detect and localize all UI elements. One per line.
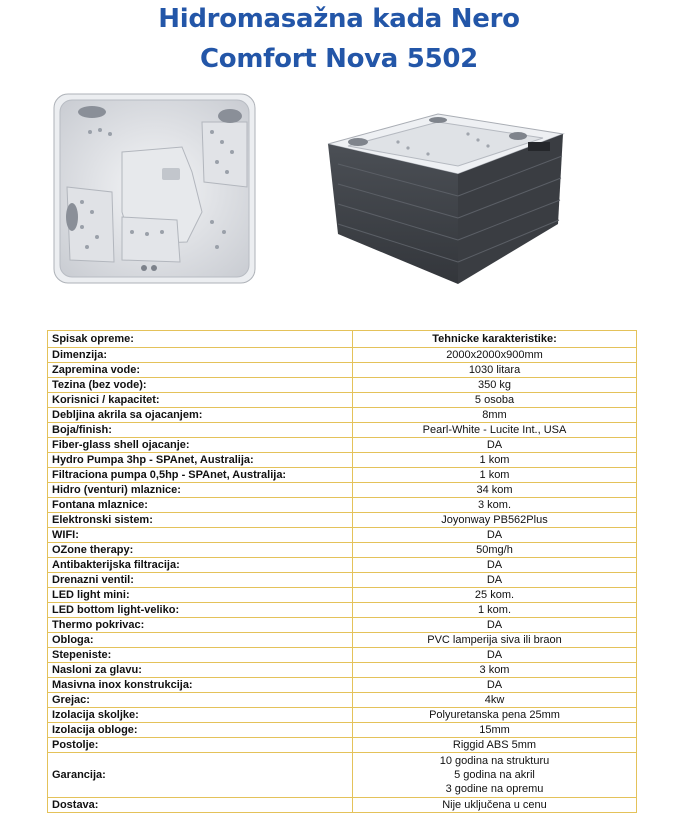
- spec-value: 5 osoba: [353, 393, 637, 408]
- spec-label: Hidro (venturi) mlaznice:: [48, 483, 353, 498]
- page-title-line-2: Comfort Nova 5502: [200, 44, 478, 74]
- spec-label: Stepeniste:: [48, 648, 353, 663]
- spec-value: Pearl-White - Lucite Int., USA: [353, 423, 637, 438]
- spec-label: LED light mini:: [48, 588, 353, 603]
- table-row: [48, 363, 637, 378]
- spec-value: 2000x2000x900mm: [353, 348, 637, 363]
- table-row: [48, 453, 637, 468]
- spec-value: 3 kom: [353, 663, 637, 678]
- spec-value: 1 kom.: [353, 603, 637, 618]
- spec-label: WIFI:: [48, 528, 353, 543]
- table-row: [48, 678, 637, 693]
- spec-label: Boja/finish:: [48, 423, 353, 438]
- table-row: [48, 528, 637, 543]
- spec-label: Fontana mlaznice:: [48, 498, 353, 513]
- spec-value: DA: [353, 648, 637, 663]
- spec-value: 4kw: [353, 693, 637, 708]
- spec-value: DA: [353, 528, 637, 543]
- delivery-value: Nije uključena u cenu: [353, 798, 637, 813]
- spec-value: Riggid ABS 5mm: [353, 738, 637, 753]
- spec-label: Thermo pokrivac:: [48, 618, 353, 633]
- page-title-line-1: Hidromasažna kada Nero: [158, 4, 520, 34]
- spec-value: 1 kom: [353, 468, 637, 483]
- spec-label: Izolacija skoljke:: [48, 708, 353, 723]
- spec-label: Fiber-glass shell ojacanje:: [48, 438, 353, 453]
- warranty-line: 3 godine na opremu: [445, 783, 544, 795]
- table-row: [48, 738, 637, 753]
- delivery-label: Dostava:: [48, 798, 353, 813]
- warranty-label: Garancija:: [48, 753, 353, 798]
- table-row: [48, 393, 637, 408]
- spec-value: 350 kg: [353, 378, 637, 393]
- spec-label: Antibakterijska filtracija:: [48, 558, 353, 573]
- table-row: [48, 603, 637, 618]
- warranty-line: 10 godina na strukturu: [439, 755, 550, 767]
- spec-label: LED bottom light-veliko:: [48, 603, 353, 618]
- hot-tub-angled-view-photo: [318, 104, 572, 286]
- table-row: [48, 408, 637, 423]
- spec-label: Masivna inox konstrukcija:: [48, 678, 353, 693]
- table-row: [48, 723, 637, 738]
- spec-value: DA: [353, 558, 637, 573]
- hot-tub-top-view-photo: [52, 92, 257, 285]
- table-row: [48, 618, 637, 633]
- specifications-table: [47, 330, 637, 813]
- table-row: [48, 498, 637, 513]
- table-row: [48, 513, 637, 528]
- table-row: [48, 708, 637, 723]
- spec-value: 15mm: [353, 723, 637, 738]
- table-row: [48, 558, 637, 573]
- spec-value: 1030 litara: [353, 363, 637, 378]
- spec-label: Elektronski sistem:: [48, 513, 353, 528]
- table-row: [48, 588, 637, 603]
- table-row: [48, 483, 637, 498]
- spec-value: Polyuretanska pena 25mm: [353, 708, 637, 723]
- header-equipment-list: Spisak opreme:: [48, 331, 353, 348]
- spec-label: Grejac:: [48, 693, 353, 708]
- table-row-delivery: [48, 798, 637, 813]
- spec-label: Filtraciona pumpa 0,5hp - SPAnet, Australija:: [48, 468, 353, 483]
- spec-label: Postolje:: [48, 738, 353, 753]
- table-row: [48, 663, 637, 678]
- table-row-warranty: [48, 753, 637, 798]
- spec-label: Tezina (bez vode):: [48, 378, 353, 393]
- warranty-value: [353, 753, 637, 798]
- spec-value: 25 kom.: [353, 588, 637, 603]
- table-row: [48, 348, 637, 363]
- table-row: [48, 573, 637, 588]
- spec-label: Hydro Pumpa 3hp - SPAnet, Australija:: [48, 453, 353, 468]
- table-row: [48, 633, 637, 648]
- table-row: [48, 648, 637, 663]
- spec-value: 8mm: [353, 408, 637, 423]
- table-header-row: [48, 331, 637, 348]
- table-row: [48, 468, 637, 483]
- table-row: [48, 378, 637, 393]
- spec-value: PVC lamperija siva ili braon: [353, 633, 637, 648]
- spec-value: DA: [353, 618, 637, 633]
- spec-label: Debljina akrila sa ojacanjem:: [48, 408, 353, 423]
- spec-value: DA: [353, 573, 637, 588]
- warranty-line: 5 godina na akril: [454, 769, 535, 781]
- spec-value: 1 kom: [353, 453, 637, 468]
- header-technical-specs: Tehnicke karakteristike:: [353, 331, 637, 348]
- spec-label: Drenazni ventil:: [48, 573, 353, 588]
- table-row: [48, 693, 637, 708]
- spec-label: Obloga:: [48, 633, 353, 648]
- spec-value: 50mg/h: [353, 543, 637, 558]
- spec-value: Joyonway PB562Plus: [353, 513, 637, 528]
- table-row: [48, 438, 637, 453]
- spec-value: DA: [353, 678, 637, 693]
- spec-value: 3 kom.: [353, 498, 637, 513]
- spec-label: Dimenzija:: [48, 348, 353, 363]
- table-row: [48, 423, 637, 438]
- table-row: [48, 543, 637, 558]
- spec-label: Korisnici / kapacitet:: [48, 393, 353, 408]
- spec-value: 34 kom: [353, 483, 637, 498]
- spec-label: Nasloni za glavu:: [48, 663, 353, 678]
- spec-value: DA: [353, 438, 637, 453]
- spec-label: OZone therapy:: [48, 543, 353, 558]
- spec-label: Zapremina vode:: [48, 363, 353, 378]
- spec-label: Izolacija obloge:: [48, 723, 353, 738]
